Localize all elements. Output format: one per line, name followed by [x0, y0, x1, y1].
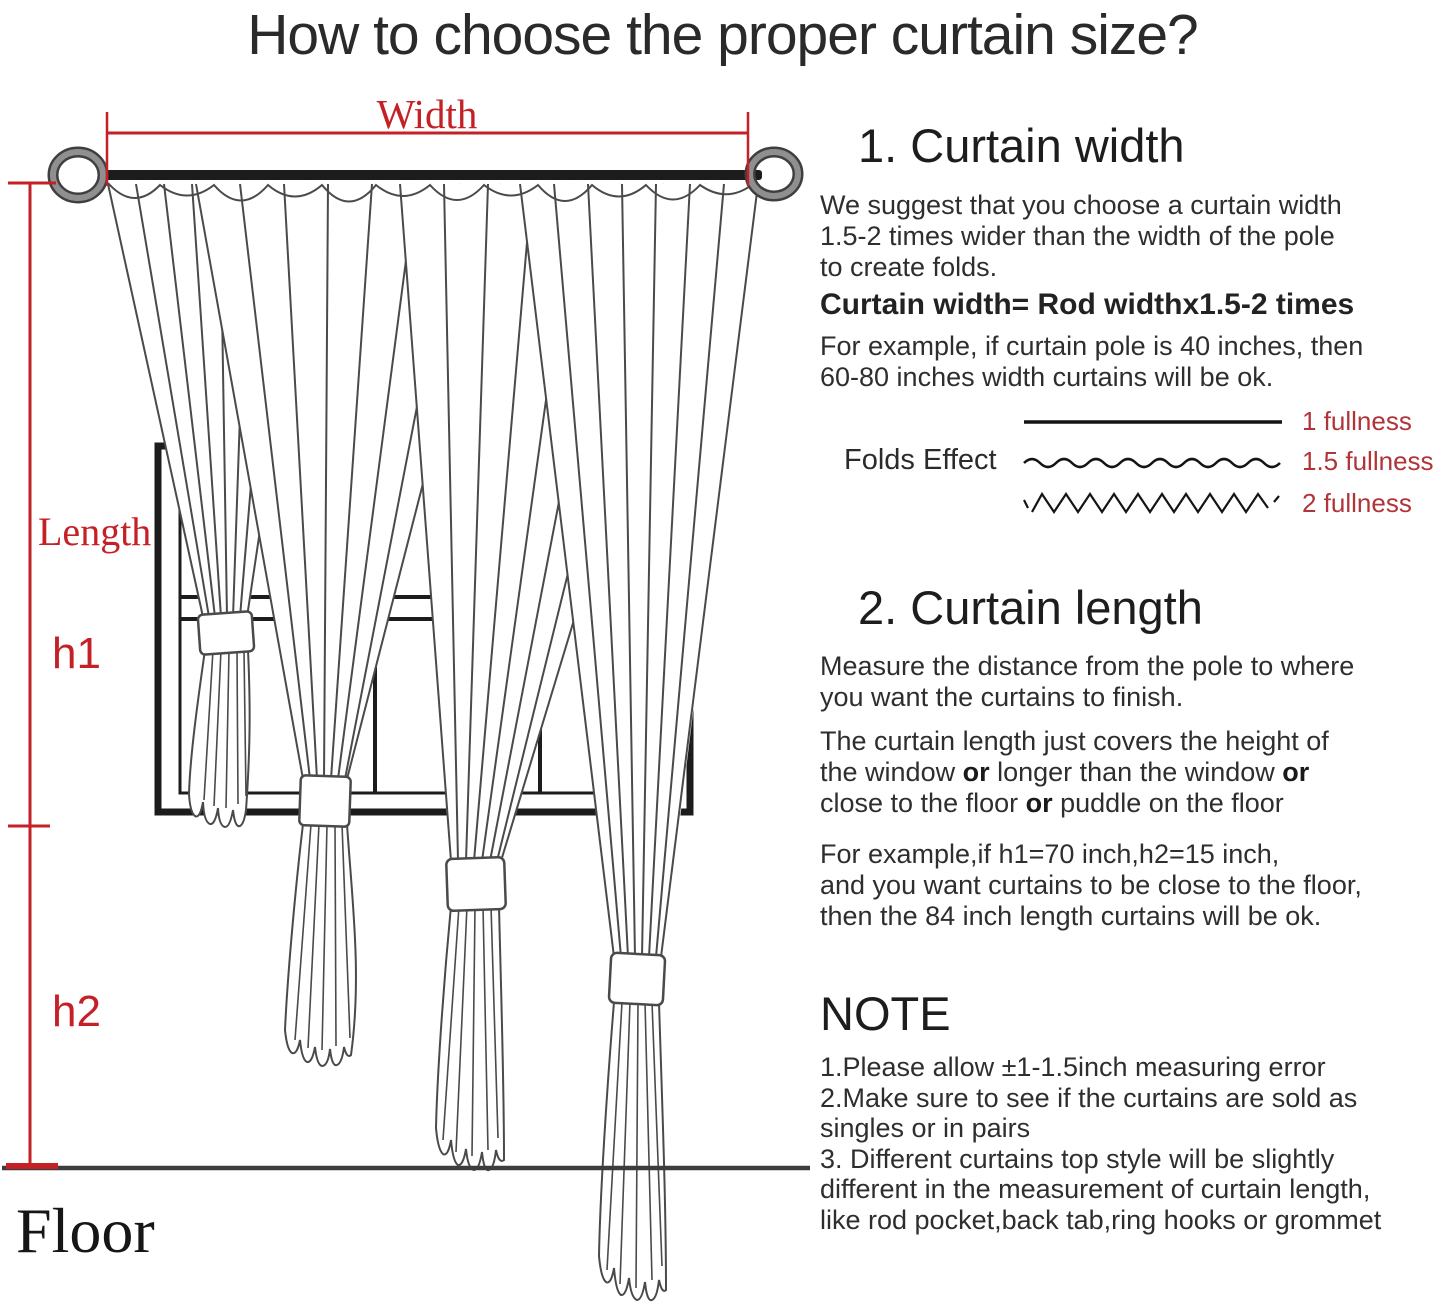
text-line: the window or longer than the window or — [820, 757, 1310, 787]
tieback-band-2 — [299, 775, 351, 827]
tieback-bunch-4 — [599, 1002, 666, 1300]
section-heading-curtain-length: 2. Curtain length — [858, 581, 1203, 634]
curtain-length-example — [820, 839, 1445, 932]
page-title: How to choose the proper curtain size? — [247, 3, 1198, 67]
text-line: Measure the distance from the pole to where — [820, 651, 1355, 681]
fullness-label-1: 1 fullness — [1302, 406, 1412, 436]
note-list — [820, 1052, 1445, 1235]
section-heading-curtain-width: 1. Curtain width — [858, 119, 1185, 172]
text-line: and you want curtains to be close to the floor, — [820, 870, 1362, 900]
floor-label: Floor — [16, 1195, 155, 1266]
h1-label: h1 — [52, 629, 101, 678]
tieback-bunch-3 — [436, 906, 504, 1170]
text-line: singles or in pairs — [820, 1113, 1031, 1143]
tieback-band-3 — [446, 857, 506, 911]
length-label: Length — [38, 509, 152, 554]
text-line: 60-80 inches width curtains will be ok. — [820, 362, 1274, 392]
wave-line-icon — [1022, 444, 1287, 480]
text-line: then the 84 inch length curtains will be ok. — [820, 901, 1322, 931]
curtain-width-formula: Curtain width= Rod widthx1.5-2 times — [820, 288, 1355, 321]
curtain-length-paragraph-1 — [820, 651, 1440, 713]
curtain-drapery — [108, 183, 758, 1300]
folds-effect-label: Folds Effect — [844, 444, 997, 476]
tieback-band-1 — [198, 611, 255, 655]
text-line: to create folds. — [820, 252, 998, 282]
text-line: The curtain length just covers the height of — [820, 726, 1329, 756]
zigzag-line-icon — [1022, 486, 1287, 522]
straight-line-icon — [1022, 404, 1287, 440]
text-line: you want the curtains to finish. — [820, 682, 1184, 712]
curtain-panel-4 — [520, 184, 758, 1300]
curtain-width-example — [820, 331, 1440, 393]
rod-ring-left — [53, 152, 103, 198]
curtain-width-paragraph — [820, 190, 1440, 283]
text-line: like rod pocket,back tab,ring hooks or grommet — [820, 1204, 1382, 1235]
h2-label: h2 — [52, 987, 101, 1036]
text-line: We suggest that you choose a curtain width — [820, 190, 1342, 220]
text-line: For example,if h1=70 inch,h2=15 inch, — [820, 839, 1280, 869]
text-line: different in the measurement of curtain length, — [820, 1174, 1371, 1204]
section-heading-note: NOTE — [820, 987, 951, 1040]
tieback-band-4 — [609, 953, 666, 1006]
text-line: 2.Make sure to see if the curtains are sold as — [820, 1082, 1358, 1113]
text-line: 1.5-2 times wider than the width of the pole — [820, 221, 1335, 251]
curtain-rod — [98, 170, 762, 180]
text-line: 1.Please allow ±1-1.5inch measuring error — [820, 1052, 1326, 1082]
text-line: 3. Different curtains top style will be slightly — [820, 1143, 1335, 1174]
text-line: close to the floor or puddle on the floor — [820, 788, 1284, 818]
fullness-label-2: 1.5 fullness — [1302, 446, 1434, 476]
curtain-length-paragraph-2 — [820, 726, 1440, 819]
fullness-label-3: 2 fullness — [1302, 488, 1412, 518]
width-label: Width — [376, 91, 478, 137]
text-line: For example, if curtain pole is 40 inches, then — [820, 331, 1364, 361]
folds-effect-legend — [820, 400, 1445, 535]
